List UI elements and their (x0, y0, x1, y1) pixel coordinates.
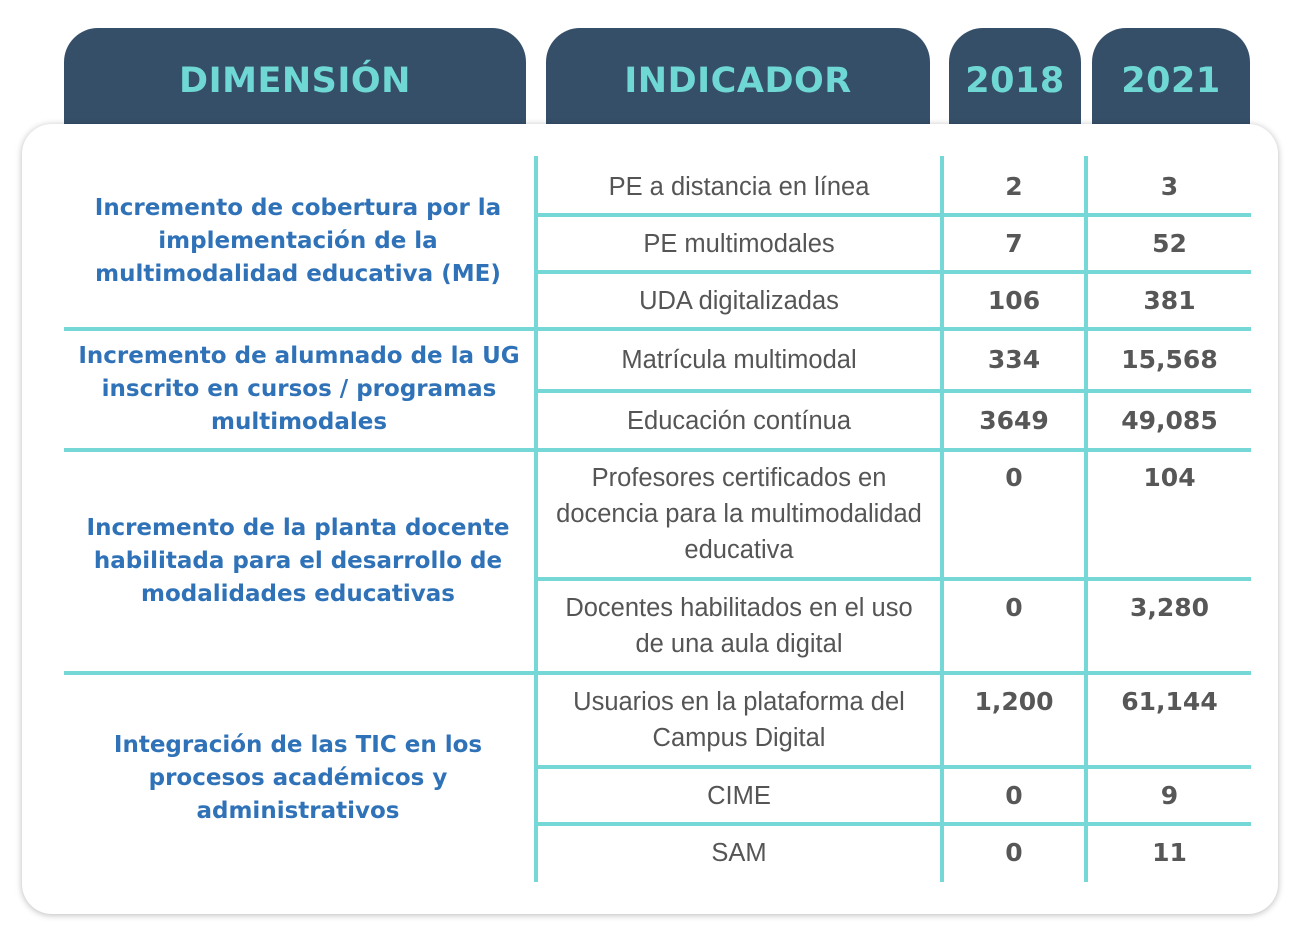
value-2021-cell: 49,085 (1121, 405, 1218, 435)
dimension-cell: Incremento de cobertura por la implementación de la multimodalidad educativa (ME) (94, 195, 502, 287)
dimension-cell: Incremento de alumnado de la UG inscrito en cursos / programas multimodales (78, 343, 520, 435)
indicator-cell: Educación contínua (627, 406, 851, 435)
value-2021-cell: 15,568 (1121, 345, 1218, 374)
header-year-2018-label: 2018 (965, 61, 1065, 101)
value-2018-cell: 0 (1005, 463, 1023, 492)
indicator-cell: Usuarios en la plataforma del Campus Digital (573, 688, 905, 752)
value-2021-cell: 381 (1143, 285, 1196, 315)
indicator-cell: Profesores certificados en docencia para la multimodalidad educativa (556, 464, 922, 564)
value-2018-cell: 106 (987, 285, 1041, 315)
dimension-cell: Incremento de la planta docente habilitada para el desarrollo de modalidades educativas (86, 515, 510, 607)
value-2018-cell: 7 (1005, 228, 1023, 258)
table-card (22, 124, 1278, 914)
value-2021-cell: 11 (1152, 838, 1187, 867)
indicator-cell: PE multimodales (643, 229, 835, 258)
value-2018-cell: 0 (1005, 780, 1023, 810)
value-2021-cell: 3 (1160, 171, 1179, 201)
value-2018-cell: 2 (1005, 171, 1023, 201)
value-2018-cell: 0 (1005, 593, 1023, 622)
value-2018-cell: 1,200 (974, 687, 1054, 716)
indicator-cell: UDA digitalizadas (639, 286, 839, 315)
value-2021-cell: 3,280 (1129, 593, 1210, 622)
value-2021-cell: 9 (1160, 780, 1179, 810)
header-indicator-label: INDICADOR (624, 61, 852, 101)
dimension-cell: Integración de las TIC en los procesos académicos y administrativos (113, 732, 483, 824)
indicator-cell: CIME (707, 781, 771, 810)
indicator-cell: PE a distancia en línea (608, 172, 870, 201)
header-year-2021-label: 2021 (1121, 61, 1221, 101)
value-2018-cell: 334 (987, 345, 1041, 374)
row-divider (534, 577, 1251, 581)
indicator-cell: Matrícula multimodal (621, 346, 857, 374)
value-2021-cell: 104 (1143, 463, 1196, 492)
indicator-cell: SAM (711, 839, 767, 867)
value-2021-cell: 61,144 (1121, 687, 1218, 716)
indicator-cell: Docentes habilitados en el uso de una aula digital (565, 594, 913, 658)
header-dimension-label: DIMENSIÓN (179, 61, 411, 101)
value-2018-cell: 0 (1005, 838, 1023, 867)
value-2021-cell: 52 (1152, 228, 1187, 258)
value-2018-cell: 3649 (979, 405, 1049, 435)
